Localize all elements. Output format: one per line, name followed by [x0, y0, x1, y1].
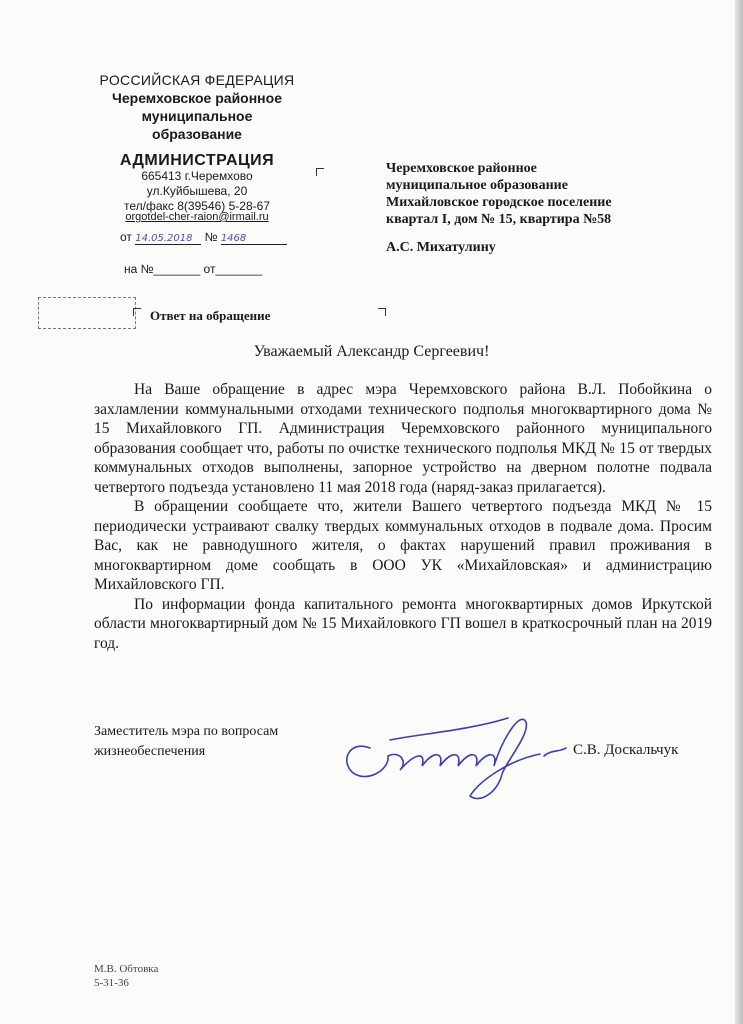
redacted-area [38, 297, 136, 329]
incoming-reference: на №_______ от_______ [124, 262, 263, 276]
outgoing-reference [120, 230, 300, 245]
address-line: 665413 г.Черемхово [141, 169, 253, 183]
letterhead-address [92, 169, 302, 214]
body-paragraph: По информации фонда капитального ремонта многоквартирных домов Иркутской области многоквартирный дом № 15 Михайловкого ГП вошел в краткосрочный план на 2019 год. [94, 595, 712, 652]
recipient-line: Михайловское городское поселение [386, 195, 612, 210]
letterhead-org-line: образование [152, 126, 242, 142]
address-line: тел/факс 8(39546) 5-28-67 [124, 199, 270, 213]
recipient-line: Черемховское районное [386, 161, 537, 176]
greeting: Уважаемый Александр Сергеевич! [253, 343, 490, 360]
letterhead-country: РОССИЙСКАЯ ФЕДЕРАЦИЯ [99, 72, 295, 88]
letter-body [94, 380, 712, 653]
executor-phone: 5-31-36 [94, 977, 129, 989]
ref-prefix: от [120, 230, 132, 244]
signatory-name: С.В. Доскальчук [573, 742, 679, 758]
ref-number: 1468 [221, 233, 287, 245]
recipient-address [386, 160, 686, 228]
executor-name: М.В. Обтовка [94, 963, 159, 975]
letterhead-email: orgotdel-cher-raion@irmail.ru [125, 211, 269, 223]
handwritten-signature [330, 700, 570, 810]
subject-bracket-left [133, 308, 141, 316]
letterhead-org-line: муниципальное [141, 108, 253, 124]
recipient-line: квартал I, дом № 15, квартира №58 [386, 212, 612, 227]
body-paragraph: На Ваше обращение в адрес мэра Черемховского района В.Л. Побойкина о захламлении коммунальными отходами технического подполья многоквартирного дома № 15 Михайловкого ГП. Администрация Черемховского районного муниципального образования сообщает что, работы по очистке технического подполья МКД № 15 от твердых коммунальных отходов выполнены, запорное устройство на дверном полотне подвала четвертого подъезда установлено 11 мая 2018 года (наряд-заказ прилагается). [94, 381, 712, 496]
ref-number-label: № [204, 230, 218, 244]
recipient-name: А.С. Михатулину [386, 240, 496, 255]
letterhead-org-line: Черемховское районное [112, 90, 282, 106]
body-paragraph: В обращении сообщаете что, жители Вашего четвертого подъезда МКД № 15 периодически устраивают свалку твердых коммунальных отходов в подвале дома. Просим Вас, как не равнодушного жителя, о фактах нарушений правил проживания в многоквартирном доме сообщать в ООО УК «Михайловская» и администрацию Михайловского ГП. [94, 498, 712, 593]
executor-info [94, 962, 158, 990]
address-bracket-mark [316, 168, 324, 176]
recipient-line: муниципальное образование [386, 178, 568, 193]
signatory-title [94, 722, 354, 762]
ref-date: 14.05.2018 [135, 233, 201, 245]
signatory-title-line: Заместитель мэра по вопросам [94, 724, 279, 739]
scan-edge [735, 0, 743, 1024]
subject-bracket-right [378, 308, 386, 316]
letterhead-administration: АДМИНИСТРАЦИЯ [119, 152, 275, 169]
address-line: ул.Куйбышева, 20 [146, 184, 248, 198]
letterhead-organization [92, 89, 302, 143]
letter-subject: Ответ на обращение [150, 308, 271, 323]
signatory-title-line: жизнеобеспечения [94, 744, 206, 759]
